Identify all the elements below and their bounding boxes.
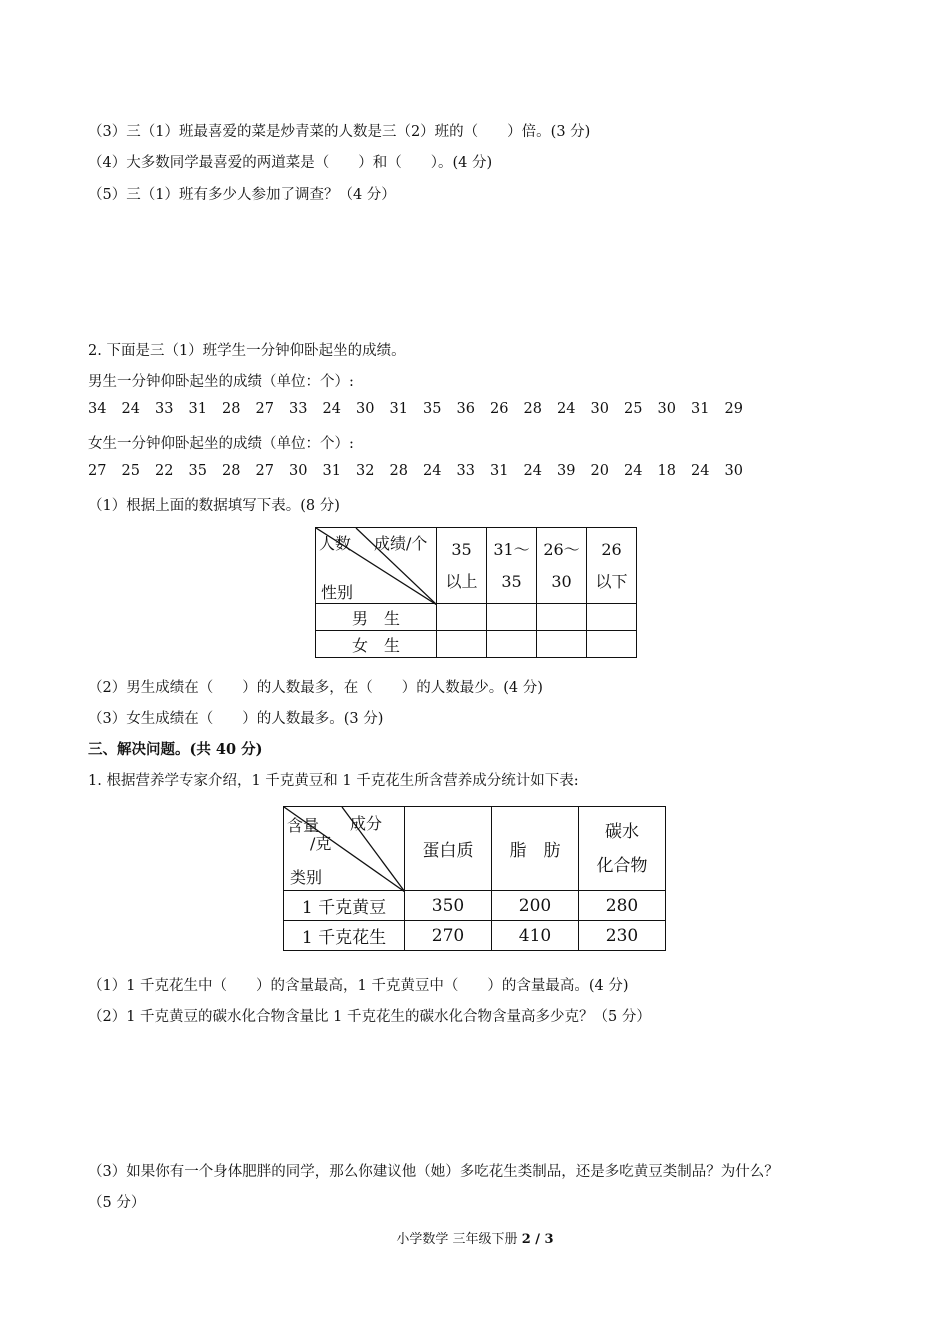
boys-scores-label: 男生一分钟仰卧起坐的成绩（单位：个）: <box>88 374 354 390</box>
section-3-question-2: （2）1 千克黄豆的碳水化合物含量比 1 千克花生的碳水化合物含量高多少克？（5 分） <box>88 1009 651 1025</box>
corner-content-label: 含量 <box>287 816 320 835</box>
col-carb <box>579 807 666 891</box>
row-soybean-label: 1 千克黄豆 <box>284 891 405 921</box>
table-row <box>284 921 666 951</box>
boy-score: 30 <box>657 401 676 417</box>
col-35-above <box>437 528 487 604</box>
boy-score: 30 <box>356 401 375 417</box>
corner-component-label: 成分 <box>350 814 383 833</box>
corner-score-label: 成绩/个 <box>374 534 428 553</box>
question-2-4: （4）大多数同学最喜爱的两道菜是（ ）和（ ）。(4 分) <box>88 155 493 171</box>
girl-score: 20 <box>590 463 609 479</box>
page-footer <box>0 1228 950 1247</box>
answer-cell[interactable] <box>587 604 637 631</box>
col-35-above-b: 以上 <box>445 571 478 591</box>
boy-score: 27 <box>255 401 274 417</box>
situp-table-corner <box>316 528 437 604</box>
section-3-heading: 三、解决问题。(共 40 分) <box>88 741 263 758</box>
col-carb-a: 碳水 <box>605 821 639 842</box>
corner-gender-label: 性别 <box>321 583 354 602</box>
col-26-below-b: 以下 <box>595 571 628 591</box>
boy-score: 28 <box>222 401 241 417</box>
boy-score: 24 <box>121 401 140 417</box>
answer-cell[interactable] <box>487 631 537 658</box>
girl-score: 28 <box>389 463 408 479</box>
row-label-girls: 女 生 <box>316 631 437 658</box>
girl-score: 27 <box>88 463 107 479</box>
footer-label: 小学数学 三年级下册 <box>396 1232 518 1247</box>
problem-2-title: 2. 下面是三（1）班学生一分钟仰卧起坐的成绩。 <box>88 343 406 359</box>
girl-score: 22 <box>155 463 174 479</box>
peanut-protein: 270 <box>405 921 492 951</box>
col-31-35-b: 35 <box>501 571 522 591</box>
boy-score: 34 <box>88 401 107 417</box>
girl-score: 35 <box>188 463 207 479</box>
girl-score: 24 <box>624 463 643 479</box>
girls-scores-label: 女生一分钟仰卧起坐的成绩（单位：个）: <box>88 436 354 452</box>
col-26-30-b: 30 <box>551 571 572 591</box>
col-31-35 <box>487 528 537 604</box>
boy-score: 31 <box>389 401 408 417</box>
boy-score: 25 <box>624 401 643 417</box>
girl-score: 32 <box>356 463 375 479</box>
col-carb-b: 化合物 <box>596 855 648 876</box>
girl-score: 24 <box>691 463 710 479</box>
girl-score: 30 <box>289 463 308 479</box>
col-fat: 脂 肪 <box>492 807 579 891</box>
girl-score: 18 <box>657 463 676 479</box>
section-3-question-3-points: （5 分） <box>88 1195 146 1211</box>
nutrition-table-corner <box>284 807 405 891</box>
corner-unit-label: /克 <box>310 834 332 853</box>
problem-2-question-3: （3）女生成绩在（ ）的人数最多。(3 分) <box>88 711 384 727</box>
boy-score: 36 <box>456 401 475 417</box>
table-row-girls <box>316 631 637 658</box>
girls-scores-list <box>88 463 758 479</box>
problem-2-question-2: （2）男生成绩在（ ）的人数最多，在（ ）的人数最少。(4 分) <box>88 680 543 696</box>
girl-score: 30 <box>724 463 743 479</box>
girl-score: 24 <box>423 463 442 479</box>
boy-score: 24 <box>557 401 576 417</box>
table-row-boys <box>316 604 637 631</box>
page-number: 2 / 3 <box>521 1232 554 1247</box>
boys-scores-list <box>88 401 758 417</box>
boy-score: 33 <box>155 401 174 417</box>
section-3-question-1: （1）1 千克花生中（ ）的含量最高，1 千克黄豆中（ ）的含量最高。(4 分) <box>88 978 629 994</box>
boy-score: 30 <box>590 401 609 417</box>
girl-score: 31 <box>322 463 341 479</box>
nutrition-table <box>283 806 666 951</box>
girl-score: 24 <box>523 463 542 479</box>
peanut-fat: 410 <box>492 921 579 951</box>
problem-2-question-1: （1）根据上面的数据填写下表。(8 分) <box>88 498 340 514</box>
row-peanut-label: 1 千克花生 <box>284 921 405 951</box>
col-26-below <box>587 528 637 604</box>
section-3-question-3: （3）如果你有一个身体肥胖的同学，那么你建议他（她）多吃花生类制品，还是多吃黄豆类制品？为什么？ <box>88 1164 779 1180</box>
answer-cell[interactable] <box>437 604 487 631</box>
col-31-35-a: 31～ <box>493 539 530 559</box>
corner-category-label: 类别 <box>290 868 323 887</box>
girl-score: 31 <box>490 463 509 479</box>
col-26-30 <box>537 528 587 604</box>
boy-score: 33 <box>289 401 308 417</box>
boy-score: 31 <box>188 401 207 417</box>
girl-score: 33 <box>456 463 475 479</box>
corner-people-label: 人数 <box>319 534 352 553</box>
answer-cell[interactable] <box>487 604 537 631</box>
col-35-above-a: 35 <box>451 539 472 559</box>
boy-score: 31 <box>691 401 710 417</box>
boy-score: 29 <box>724 401 743 417</box>
soybean-fat: 200 <box>492 891 579 921</box>
soybean-protein: 350 <box>405 891 492 921</box>
col-26-below-a: 26 <box>601 539 622 559</box>
answer-cell[interactable] <box>437 631 487 658</box>
table-row <box>284 891 666 921</box>
col-protein: 蛋白质 <box>405 807 492 891</box>
girl-score: 25 <box>121 463 140 479</box>
boy-score: 24 <box>322 401 341 417</box>
boy-score: 26 <box>490 401 509 417</box>
row-label-boys: 男 生 <box>316 604 437 631</box>
answer-cell[interactable] <box>537 631 587 658</box>
soybean-carb: 280 <box>579 891 666 921</box>
answer-cell[interactable] <box>537 604 587 631</box>
section-3-problem-1-title: 1. 根据营养学专家介绍，1 千克黄豆和 1 千克花生所含营养成分统计如下表: <box>88 773 579 789</box>
boy-score: 28 <box>523 401 542 417</box>
question-2-5: （5）三（1）班有多少人参加了调查？（4 分） <box>88 187 396 203</box>
peanut-carb: 230 <box>579 921 666 951</box>
girl-score: 39 <box>557 463 576 479</box>
question-2-3: （3）三（1）班最喜爱的菜是炒青菜的人数是三（2）班的（ ）倍。(3 分) <box>88 124 591 140</box>
girl-score: 27 <box>255 463 274 479</box>
col-26-30-a: 26～ <box>543 539 580 559</box>
answer-cell[interactable] <box>587 631 637 658</box>
girl-score: 28 <box>222 463 241 479</box>
situp-table <box>315 527 637 658</box>
boy-score: 35 <box>423 401 442 417</box>
